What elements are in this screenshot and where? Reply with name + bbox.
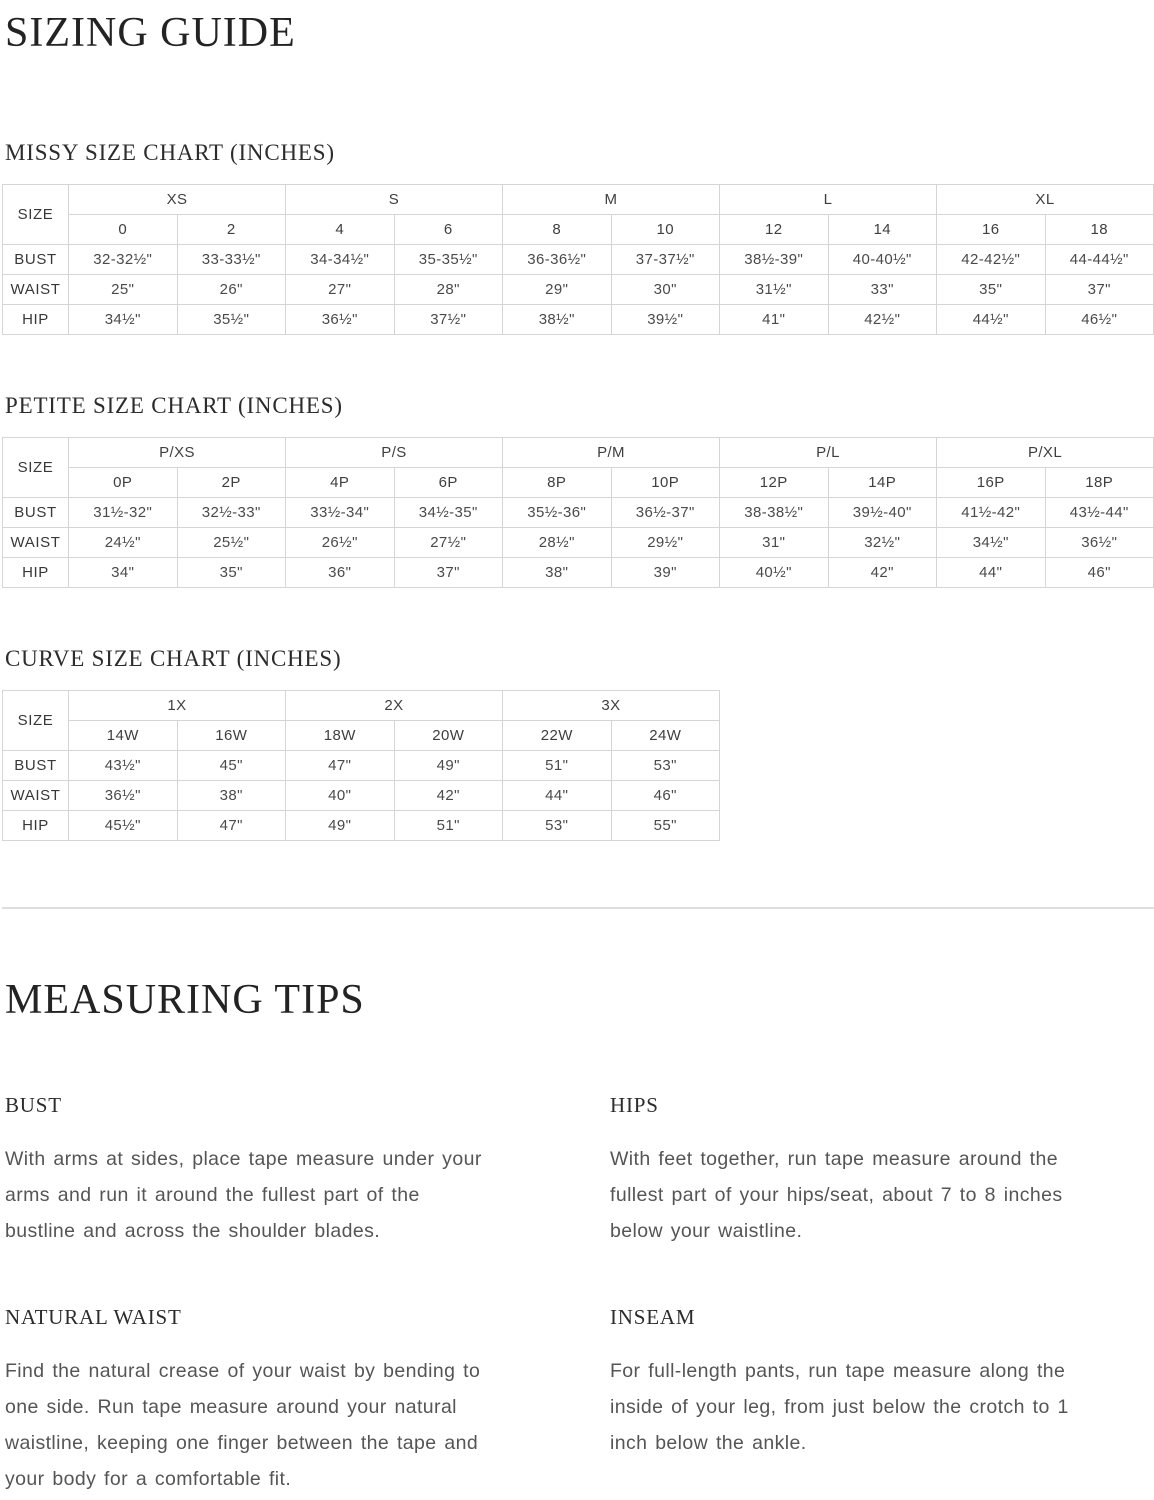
missy-bust-row — [3, 245, 1154, 275]
size-cell: 18W — [286, 721, 395, 751]
hip-label-cell: HIP — [3, 558, 69, 588]
size-cell: 12P — [720, 468, 829, 498]
missy-hip-row — [3, 305, 1154, 335]
measurement-cell: 25½" — [177, 528, 286, 558]
measurement-cell: 30" — [611, 275, 720, 305]
size-group-cell: 3X — [503, 691, 720, 721]
measurement-cell: 38" — [177, 781, 286, 811]
measurement-cell: 28" — [394, 275, 503, 305]
measurement-cell: 44½" — [937, 305, 1046, 335]
size-cell: 10 — [611, 215, 720, 245]
size-group-cell: P/XS — [69, 438, 286, 468]
hip-label-cell: HIP — [3, 811, 69, 841]
tip-natural-waist-heading: NATURAL WAIST — [5, 1305, 182, 1330]
measurement-cell: 38½-39" — [720, 245, 829, 275]
measurement-cell: 39½-40" — [828, 498, 937, 528]
measurement-cell: 35½-36" — [503, 498, 612, 528]
measurement-cell: 39½" — [611, 305, 720, 335]
measurement-cell: 35" — [937, 275, 1046, 305]
measurement-cell: 45½" — [69, 811, 178, 841]
measurement-cell: 27" — [286, 275, 395, 305]
size-charts-section — [2, 140, 1154, 841]
size-cell: 20W — [394, 721, 503, 751]
measurement-cell: 26½" — [286, 528, 395, 558]
petite-bust-row — [3, 498, 1154, 528]
curve-waist-row — [3, 781, 720, 811]
measurement-cell: 46½" — [1045, 305, 1154, 335]
size-group-cell: 2X — [286, 691, 503, 721]
size-cell: 4P — [286, 468, 395, 498]
waist-label-cell: WAIST — [3, 781, 69, 811]
measurement-cell: 37" — [1045, 275, 1154, 305]
measurement-cell: 46" — [611, 781, 720, 811]
curve-group-header-row — [3, 691, 720, 721]
measurement-cell: 43½-44" — [1045, 498, 1154, 528]
measurement-cell: 42-42½" — [937, 245, 1046, 275]
measurement-cell: 36½" — [69, 781, 178, 811]
missy-size-chart-heading: MISSY SIZE CHART (INCHES) — [5, 140, 335, 166]
petite-size-chart-table — [2, 437, 1154, 588]
tip-hips-body: With feet together, run tape measure around the fullest part of your hips/seat, about 7 to 8 inches below your waistline. — [610, 1148, 1063, 1243]
measurement-cell: 44-44½" — [1045, 245, 1154, 275]
curve-hip-row — [3, 811, 720, 841]
size-cell: 2P — [177, 468, 286, 498]
tip-bust-heading: BUST — [5, 1093, 62, 1118]
measurement-cell: 46" — [1045, 558, 1154, 588]
measurement-cell: 25" — [69, 275, 178, 305]
tip-hips — [610, 1093, 1104, 1249]
size-cell: 4 — [286, 215, 395, 245]
measurement-cell: 39" — [611, 558, 720, 588]
measurement-cell: 32½" — [828, 528, 937, 558]
measurement-cell: 33½-34" — [286, 498, 395, 528]
measurement-cell: 44" — [937, 558, 1046, 588]
tip-bust — [5, 1093, 510, 1249]
measurement-cell: 38" — [503, 558, 612, 588]
size-cell: 16W — [177, 721, 286, 751]
measurement-cell: 34" — [69, 558, 178, 588]
measuring-tips-title: MEASURING TIPS — [5, 977, 365, 1024]
petite-size-chart-heading: PETITE SIZE CHART (INCHES) — [5, 393, 343, 419]
measurement-cell: 49" — [394, 751, 503, 781]
size-cell: 18 — [1045, 215, 1154, 245]
measurement-cell: 35" — [177, 558, 286, 588]
size-group-cell: P/XL — [937, 438, 1154, 468]
measurement-cell: 51" — [394, 811, 503, 841]
measurement-cell: 42" — [828, 558, 937, 588]
measurement-cell: 24½" — [69, 528, 178, 558]
size-cell: 14W — [69, 721, 178, 751]
measurement-cell: 33-33½" — [177, 245, 286, 275]
measurement-cell: 47" — [177, 811, 286, 841]
measurement-cell: 45" — [177, 751, 286, 781]
measurement-cell: 38½" — [503, 305, 612, 335]
curve-bust-row — [3, 751, 720, 781]
measurement-cell: 53" — [611, 751, 720, 781]
bust-label-cell: BUST — [3, 245, 69, 275]
curve-size-chart-heading: CURVE SIZE CHART (INCHES) — [5, 646, 342, 672]
tip-inseam-heading: INSEAM — [610, 1305, 696, 1330]
size-cell: 10P — [611, 468, 720, 498]
measurement-cell: 27½" — [394, 528, 503, 558]
waist-label-cell: WAIST — [3, 275, 69, 305]
size-cell: 14P — [828, 468, 937, 498]
size-group-cell: P/M — [503, 438, 720, 468]
measurement-cell: 34-34½" — [286, 245, 395, 275]
tip-inseam-body: For full-length pants, run tape measure along the inside of your leg, from just below the crotch to 1 inch below the ankle. — [610, 1360, 1069, 1455]
measurement-cell: 36½" — [286, 305, 395, 335]
measurement-cell: 33" — [828, 275, 937, 305]
measurement-cell: 37" — [394, 558, 503, 588]
petite-size-row — [3, 468, 1154, 498]
section-divider — [2, 907, 1154, 909]
tip-bust-body: With arms at sides, place tape measure under your arms and run it around the fullest part of the bustline and across the shoulder blades. — [5, 1148, 482, 1243]
hip-label-cell: HIP — [3, 305, 69, 335]
petite-waist-row — [3, 528, 1154, 558]
size-cell: 8P — [503, 468, 612, 498]
size-group-cell: XL — [937, 185, 1154, 215]
petite-hip-row — [3, 558, 1154, 588]
measurement-cell: 43½" — [69, 751, 178, 781]
size-group-cell: L — [720, 185, 937, 215]
size-label-cell: SIZE — [3, 438, 69, 498]
size-group-cell: 1X — [69, 691, 286, 721]
measurement-cell: 32½-33" — [177, 498, 286, 528]
page-title: SIZING GUIDE — [5, 10, 296, 56]
measurement-cell: 42" — [394, 781, 503, 811]
measurement-cell: 40½" — [720, 558, 829, 588]
tip-natural-waist — [5, 1305, 510, 1497]
measurement-cell: 34½" — [69, 305, 178, 335]
measurement-cell: 31½" — [720, 275, 829, 305]
missy-size-chart-block — [2, 140, 1154, 335]
measurement-cell: 40" — [286, 781, 395, 811]
measurement-cell: 34½-35" — [394, 498, 503, 528]
bust-label-cell: BUST — [3, 751, 69, 781]
measurement-cell: 36-36½" — [503, 245, 612, 275]
size-cell: 6P — [394, 468, 503, 498]
measurement-cell: 44" — [503, 781, 612, 811]
measurement-cell: 36½-37" — [611, 498, 720, 528]
tip-inseam — [610, 1305, 1104, 1497]
size-cell: 8 — [503, 215, 612, 245]
measurement-cell: 34½" — [937, 528, 1046, 558]
size-cell: 22W — [503, 721, 612, 751]
size-cell: 14 — [828, 215, 937, 245]
measurement-cell: 47" — [286, 751, 395, 781]
missy-size-row — [3, 215, 1154, 245]
measurement-cell: 53" — [503, 811, 612, 841]
measurement-cell: 28½" — [503, 528, 612, 558]
size-cell: 12 — [720, 215, 829, 245]
measurement-cell: 41" — [720, 305, 829, 335]
measurement-cell: 35-35½" — [394, 245, 503, 275]
measurement-cell: 37½" — [394, 305, 503, 335]
size-cell: 0P — [69, 468, 178, 498]
tip-natural-waist-body: Find the natural crease of your waist by bending to one side. Run tape measure around your natural waistline, keeping one finger between the tape and your body for a comfortable fit. — [5, 1360, 481, 1491]
size-group-cell: XS — [69, 185, 286, 215]
size-group-cell: P/S — [286, 438, 503, 468]
curve-size-chart-table — [2, 690, 720, 841]
tip-hips-heading: HIPS — [610, 1093, 659, 1118]
size-group-cell: M — [503, 185, 720, 215]
size-label-cell: SIZE — [3, 691, 69, 751]
size-group-cell: S — [286, 185, 503, 215]
measurement-cell: 37-37½" — [611, 245, 720, 275]
size-label-cell: SIZE — [3, 185, 69, 245]
size-cell: 16P — [937, 468, 1046, 498]
measurement-cell: 29" — [503, 275, 612, 305]
missy-size-chart-table — [2, 184, 1154, 335]
missy-group-header-row — [3, 185, 1154, 215]
petite-group-header-row — [3, 438, 1154, 468]
size-cell: 16 — [937, 215, 1046, 245]
measurement-cell: 40-40½" — [828, 245, 937, 275]
missy-waist-row — [3, 275, 1154, 305]
measurement-cell: 35½" — [177, 305, 286, 335]
size-cell: 18P — [1045, 468, 1154, 498]
measurement-cell: 38-38½" — [720, 498, 829, 528]
measurement-cell: 32-32½" — [69, 245, 178, 275]
size-cell: 2 — [177, 215, 286, 245]
curve-size-chart-block — [2, 646, 1154, 841]
measurement-cell: 55" — [611, 811, 720, 841]
size-cell: 24W — [611, 721, 720, 751]
measurement-cell: 29½" — [611, 528, 720, 558]
size-cell: 6 — [394, 215, 503, 245]
measurement-cell: 42½" — [828, 305, 937, 335]
measuring-tips-grid — [5, 1093, 1154, 1497]
measurement-cell: 31" — [720, 528, 829, 558]
measurement-cell: 26" — [177, 275, 286, 305]
curve-size-row — [3, 721, 720, 751]
measurement-cell: 31½-32" — [69, 498, 178, 528]
measurement-cell: 36" — [286, 558, 395, 588]
measurement-cell: 51" — [503, 751, 612, 781]
measurement-cell: 36½" — [1045, 528, 1154, 558]
measurement-cell: 41½-42" — [937, 498, 1046, 528]
measurement-cell: 49" — [286, 811, 395, 841]
size-cell: 0 — [69, 215, 178, 245]
size-group-cell: P/L — [720, 438, 937, 468]
bust-label-cell: BUST — [3, 498, 69, 528]
waist-label-cell: WAIST — [3, 528, 69, 558]
petite-size-chart-block — [2, 393, 1154, 588]
